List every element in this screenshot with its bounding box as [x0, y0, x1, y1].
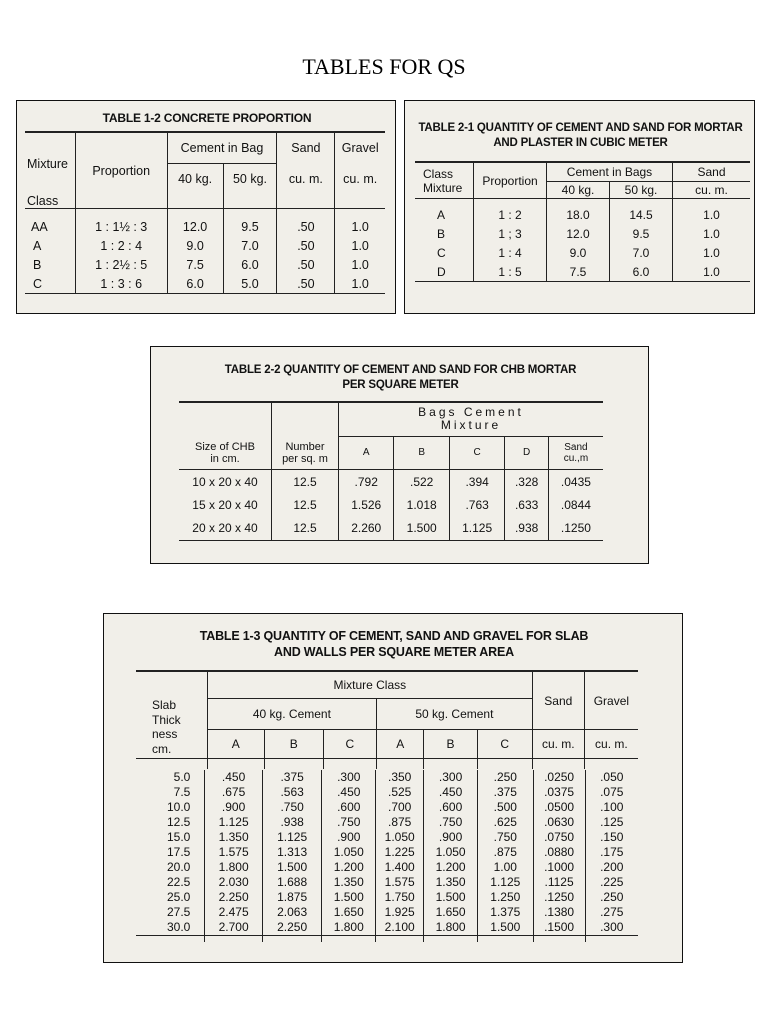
table-cell: 12.5: [136, 815, 205, 830]
table-row: C 1 : 4 9.0 7.0 1.0: [415, 243, 750, 262]
table-cell: 1.050: [424, 845, 478, 860]
table-cell: .500: [477, 800, 533, 815]
header-50kg-cement: 50 kg. Cement: [377, 699, 533, 730]
header-b40: B: [264, 730, 323, 759]
table-cell: 1.575: [376, 875, 424, 890]
table-cell: .300: [424, 770, 478, 785]
table-cell: 20.0: [136, 860, 205, 875]
table-cell: 1.200: [322, 860, 376, 875]
table-cell: 15.0: [136, 830, 205, 845]
table-cell: 10.0: [136, 800, 205, 815]
table-row: D 1 : 5 7.5 6.0 1.0: [415, 262, 750, 282]
table-cell: .0880: [533, 845, 585, 860]
table-cell: .1000: [533, 860, 585, 875]
table-cell: .175: [600, 845, 624, 859]
table-cell: 2.700: [205, 920, 263, 936]
table-row: [136, 905, 638, 920]
table-cell: 1.200: [424, 860, 478, 875]
table-cell: .563: [262, 785, 321, 800]
table-cell: .375: [477, 785, 533, 800]
table-cell: 1.800: [205, 860, 263, 875]
header-gravel-unit: cu. m.: [595, 737, 628, 751]
table-cell: 2.475: [205, 905, 263, 920]
header-50kg: 50 kg.: [223, 164, 277, 195]
table-row: B 1 ; 3 12.0 9.5 1.0: [415, 224, 750, 243]
header-sand-unit: cu. m.: [532, 730, 584, 759]
table-row: [136, 890, 638, 905]
header-cement-bags: Cement in Bags: [547, 162, 673, 182]
table-cell: 25.0: [136, 890, 205, 905]
header-40kg: 40 kg.: [167, 164, 223, 195]
header-gravel: Gravel: [593, 693, 630, 708]
header-sand-unit: cu. m.: [695, 183, 728, 197]
table-cell: 2.250: [262, 920, 321, 936]
header-bags-cement: Bags Cement Mixture: [339, 402, 604, 436]
header-sand: Sand: [673, 162, 751, 182]
table-cell: .450: [322, 785, 376, 800]
table-cell: .450: [424, 785, 478, 800]
table-cell: 1.750: [376, 890, 424, 905]
table-cell: .875: [376, 815, 424, 830]
table-cell: .900: [205, 800, 263, 815]
header-class: Class Mixture: [415, 162, 474, 199]
table-cell: .700: [376, 800, 424, 815]
table-cell: 1.500: [477, 920, 533, 936]
table-cell: 1.650: [424, 905, 478, 920]
header-gravel: Gravel: [341, 141, 379, 156]
header-number: Number per sq. m: [272, 402, 339, 470]
header-proportion: Proportion: [474, 162, 547, 199]
header-b: B: [394, 436, 449, 469]
header-size: Size of CHB in cm.: [179, 402, 272, 470]
table-cell: 27.5: [136, 905, 205, 920]
table-cell: 30.0: [136, 920, 205, 936]
table-cell: .225: [600, 875, 624, 889]
table-cell: .750: [424, 815, 478, 830]
page-title: TABLES FOR QS: [302, 54, 466, 79]
table-cell: .0375: [533, 785, 585, 800]
table-1-3-title: TABLE 1-3 QUANTITY OF CEMENT, SAND AND GRAVEL FOR SLAB AND WALLS PER SQUARE METER AREA: [199, 629, 589, 660]
table-2-1-title: TABLE 2-1 QUANTITY OF CEMENT AND SAND FOR MORTAR AND PLASTER IN CUBIC METER: [418, 122, 743, 149]
table-cell: 1.875: [262, 890, 321, 905]
table-1-3-image: [103, 613, 683, 963]
header-a50: A: [377, 730, 424, 759]
table-cell: 1.650: [322, 905, 376, 920]
table-cell: 1.313: [262, 845, 321, 860]
table-row: A 1 : 2 18.0 14.5 1.0: [415, 205, 750, 224]
table-row: AA 1 : 1½ : 3 12.0 9.5 .50 1.0: [25, 217, 385, 236]
table-row: [136, 785, 638, 800]
table-cell: 1.688: [262, 875, 321, 890]
table-row: C 1 : 3 : 6 6.0 5.0 .50 1.0: [25, 274, 385, 294]
header-b50: B: [424, 730, 477, 759]
table-cell: 1.575: [205, 845, 263, 860]
table-cell: 1.00: [477, 860, 533, 875]
table-cell: .525: [376, 785, 424, 800]
table-1-2-image: [16, 100, 396, 314]
table-cell: 1.125: [205, 815, 263, 830]
table-row: [136, 800, 638, 815]
header-mixture: Mixture: [25, 132, 75, 194]
table-cell: 2.030: [205, 875, 263, 890]
table-cell: 1.400: [376, 860, 424, 875]
header-proportion: Proportion: [75, 132, 167, 209]
table-row: A 1 : 2 : 4 9.0 7.0 .50 1.0: [25, 236, 385, 255]
header-d: D: [505, 436, 549, 469]
table-2-2: [179, 401, 603, 541]
table-cell: 1.125: [477, 875, 533, 890]
table-cell: .375: [262, 770, 321, 785]
table-cell: 7.5: [136, 785, 205, 800]
header-sand: Sand: [532, 671, 584, 730]
table-cell: .625: [477, 815, 533, 830]
table-cell: .1250: [533, 890, 585, 905]
table-row: [136, 845, 638, 860]
table-cell: .600: [322, 800, 376, 815]
table-cell: .300: [600, 920, 624, 934]
table-cell: .300: [322, 770, 376, 785]
table-cell: .275: [600, 905, 624, 919]
table-2-1: [415, 161, 750, 282]
table-cell: 1.050: [322, 845, 376, 860]
table-cell: .938: [262, 815, 321, 830]
table-cell: 1.350: [205, 830, 263, 845]
table-cell: 1.800: [424, 920, 478, 936]
table-row: 10 x 20 x 40 12.5 .792 .522 .394 .328 .0435: [179, 470, 603, 495]
table-cell: .100: [600, 800, 624, 814]
table-1-2-title: TABLE 1-2 CONCRETE PROPORTION: [102, 111, 312, 125]
table-cell: .350: [376, 770, 424, 785]
table-cell: 2.100: [376, 920, 424, 936]
table-cell: 22.5: [136, 875, 205, 890]
table-cell: .1380: [533, 905, 585, 920]
table-cell: .050: [600, 770, 624, 784]
table-cell: .125: [600, 815, 624, 829]
header-cement-bag: Cement in Bag: [167, 132, 277, 164]
table-cell: 1.375: [477, 905, 533, 920]
table-cell: .0250: [533, 770, 585, 785]
table-cell: .450: [205, 770, 263, 785]
table-cell: 17.5: [136, 845, 205, 860]
table-cell: 1.350: [322, 875, 376, 890]
table-cell: 2.063: [262, 905, 321, 920]
table-row: [136, 815, 638, 830]
table-cell: .250: [477, 770, 533, 785]
table-row: 20 x 20 x 40 12.5 2.260 1.500 1.125 .938 .1250: [179, 516, 603, 541]
table-cell: .900: [322, 830, 376, 845]
header-c: C: [449, 436, 504, 469]
table-cell: 1.350: [424, 875, 478, 890]
table-cell: 1.500: [262, 860, 321, 875]
header-a40: A: [207, 730, 264, 759]
table-row: [136, 830, 638, 845]
table-cell: .1125: [533, 875, 585, 890]
table-cell: 1.800: [322, 920, 376, 936]
table-cell: .0500: [533, 800, 585, 815]
table-row: [136, 860, 638, 875]
header-c40: C: [323, 730, 376, 759]
header-slab: Slab Thick ness cm.: [136, 671, 207, 759]
header-class: Class: [25, 194, 75, 209]
header-gravel-unit: cu. m.: [343, 171, 378, 186]
table-row: [136, 770, 638, 785]
table-cell: .675: [205, 785, 263, 800]
table-cell: .750: [477, 830, 533, 845]
header-sand-unit: cu. m.: [277, 164, 335, 195]
header-50kg: 50 kg.: [610, 182, 673, 199]
table-cell: 1.225: [376, 845, 424, 860]
table-cell: .200: [600, 860, 624, 874]
table-cell: 1.050: [376, 830, 424, 845]
table-cell: .0630: [533, 815, 585, 830]
table-2-2-title: TABLE 2-2 QUANTITY OF CEMENT AND SAND FOR CHB MORTAR PER SQUARE METER: [224, 364, 577, 391]
table-cell: 2.250: [205, 890, 263, 905]
table-cell: .150: [600, 830, 624, 844]
table-cell: .750: [262, 800, 321, 815]
table-row: [136, 920, 638, 936]
table-cell: .250: [600, 890, 624, 904]
table-1-2: [25, 131, 385, 294]
header-40kg: 40 kg.: [547, 182, 610, 199]
header-sand: Sand cu.,m: [563, 441, 589, 464]
table-cell: .750: [322, 815, 376, 830]
table-cell: 1.250: [477, 890, 533, 905]
table-2-2-image: [150, 346, 649, 564]
header-mixture-class: Mixture Class: [207, 671, 532, 699]
table-cell: .1500: [533, 920, 585, 936]
table-row: 15 x 20 x 40 12.5 1.526 1.018 .763 .633 .0844: [179, 494, 603, 516]
table-cell: .0750: [533, 830, 585, 845]
table-row: [136, 875, 638, 890]
table-cell: 1.125: [262, 830, 321, 845]
header-a: A: [339, 436, 394, 469]
table-cell: 5.0: [136, 770, 205, 785]
table-2-1-image: [404, 100, 755, 314]
table-cell: 1.925: [376, 905, 424, 920]
table-1-3: [136, 670, 638, 769]
header-c50: C: [477, 730, 532, 759]
table-1-3-body: [136, 770, 638, 942]
table-cell: .075: [600, 785, 624, 799]
header-sand: Sand: [277, 132, 335, 164]
table-cell: .600: [424, 800, 478, 815]
table-cell: .900: [424, 830, 478, 845]
table-row: B 1 : 2½ : 5 7.5 6.0 .50 1.0: [25, 255, 385, 274]
table-cell: 1.500: [424, 890, 478, 905]
table-cell: .875: [477, 845, 533, 860]
header-40kg-cement: 40 kg. Cement: [207, 699, 376, 730]
table-cell: 1.500: [322, 890, 376, 905]
